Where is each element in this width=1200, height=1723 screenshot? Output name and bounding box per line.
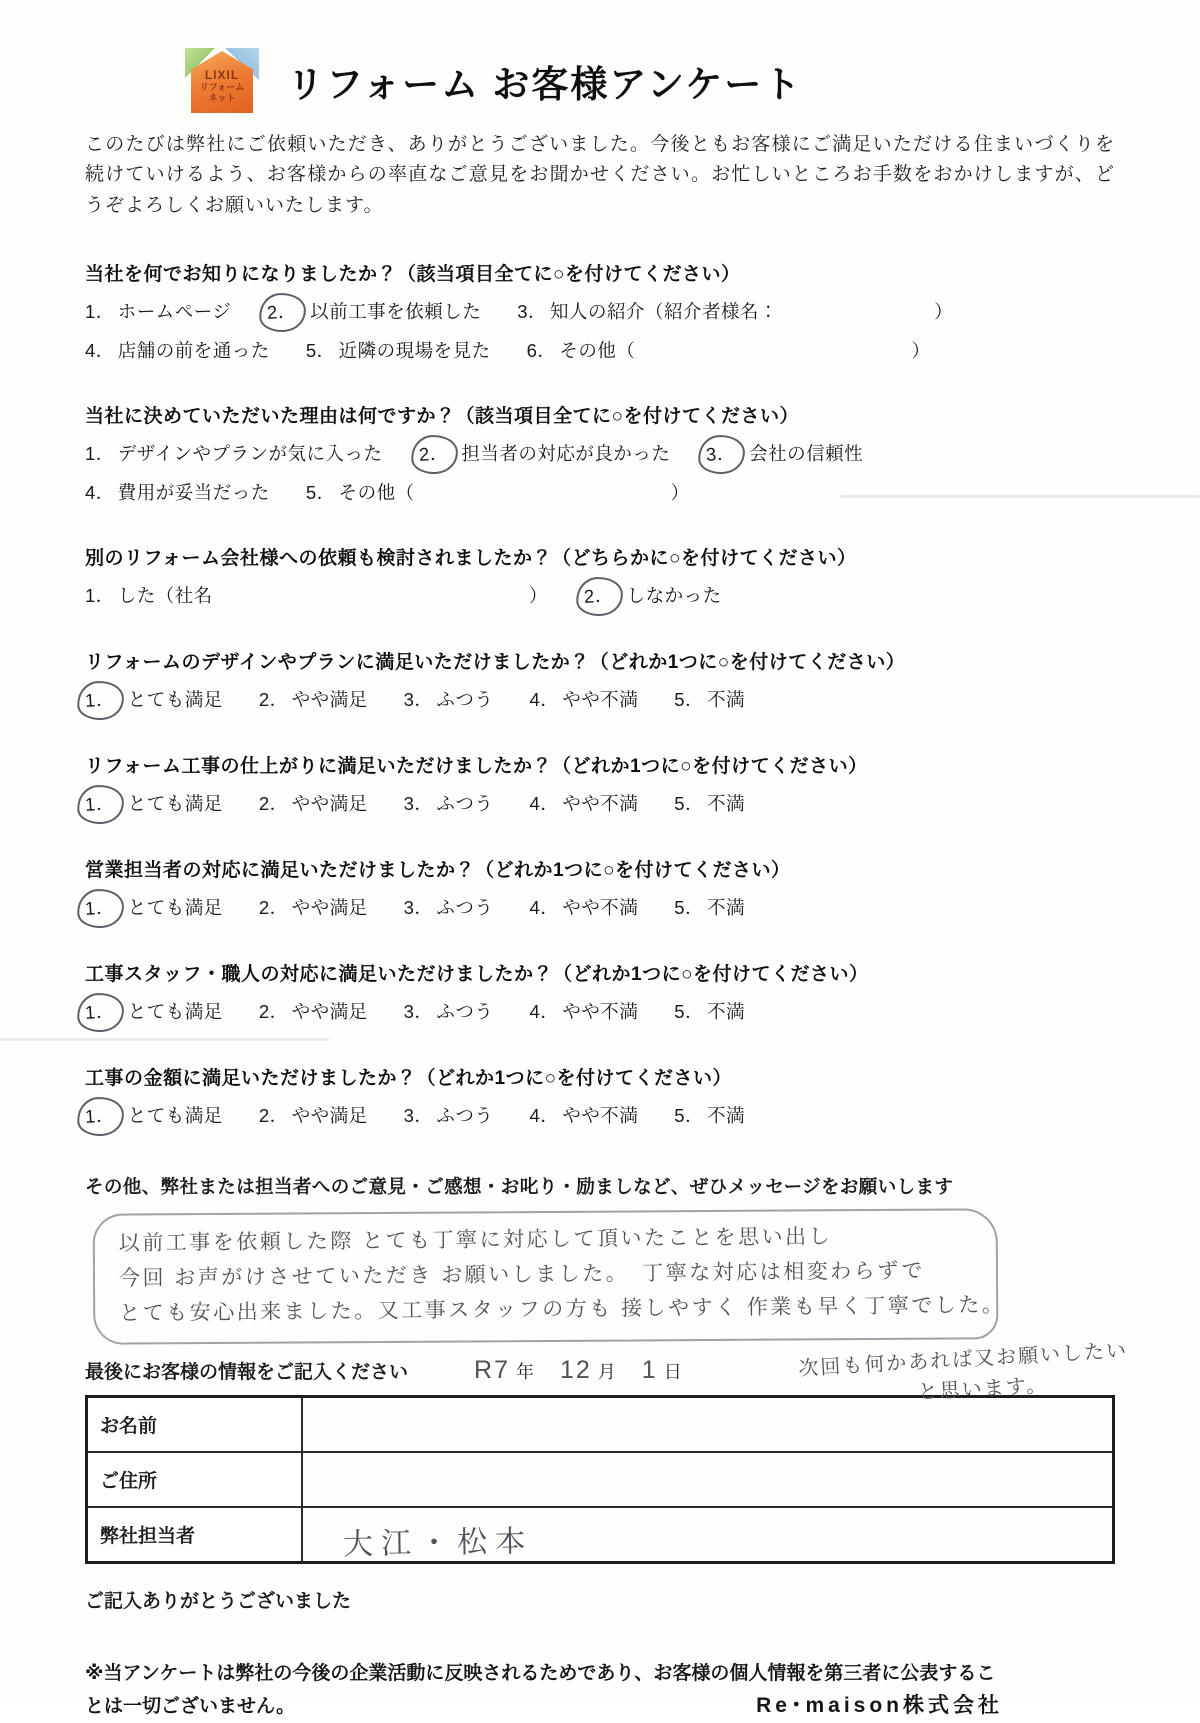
question-6 (85, 855, 1115, 921)
option-number: 5． (674, 1105, 705, 1127)
option (306, 337, 491, 363)
option-label: 知人の紹介（紹介者様名： (550, 301, 779, 323)
paren-text: ） (670, 482, 690, 504)
selected-circle-mark: 1． (76, 680, 125, 722)
option-label: その他（ (559, 340, 636, 362)
handwritten-message-line: とても安心出来ました。又工事スタッフの方も 接しやすく 作業も早く丁寧でした。 (119, 1293, 1006, 1325)
option-label: 不満 (707, 793, 746, 815)
selected-circle-mark: 2． (258, 292, 307, 334)
option-number: 4． (529, 793, 560, 815)
option (584, 582, 722, 609)
handwritten-month: 12 (559, 1355, 592, 1384)
question-options-row (85, 1102, 1115, 1129)
scan-artifact (840, 495, 1200, 498)
option-label: やや満足 (291, 793, 368, 815)
questions (85, 259, 1115, 1129)
option-label: とても満足 (127, 1105, 223, 1127)
option-number: 3． (517, 301, 548, 323)
option-number: 5． (674, 793, 705, 815)
option-number: 2． (258, 1105, 289, 1127)
handwritten-message-box (93, 1208, 1006, 1344)
paren-text: ） (934, 301, 954, 323)
option-label: やや不満 (562, 793, 639, 815)
option (404, 790, 494, 816)
handwritten-side-line: と思います。 (917, 1374, 1049, 1404)
lixil-reform-net-logo (185, 48, 259, 114)
info-heading: 最後にお客様の情報をご記入ください (85, 1361, 409, 1383)
message-heading: その他、弊社または担当者へのご意見・ご感想・お叱り・励ましなど、ぜひメッセージをお願いします (85, 1176, 954, 1198)
option-label: しなかった (626, 585, 722, 607)
option (674, 686, 745, 712)
option-number: 5． (674, 689, 705, 711)
header (85, 0, 1115, 114)
day-unit: 日 (663, 1361, 682, 1382)
page-title: リフォーム お客様アンケート (287, 64, 803, 105)
question-options-row (85, 686, 1115, 713)
question-8 (85, 1063, 1115, 1129)
table-row-label: お名前 (87, 1396, 302, 1452)
option-label: その他（ (338, 482, 415, 504)
question-options-row (85, 479, 1115, 505)
option-label: ふつう (436, 793, 494, 815)
option (259, 894, 368, 920)
paren-text: ） (911, 340, 931, 362)
option-label: やや不満 (562, 1001, 639, 1023)
option (529, 998, 638, 1024)
option (85, 298, 231, 324)
privacy-note-line2: とは一切ございません。 (85, 1696, 296, 1718)
option-number: 4． (85, 340, 115, 362)
option (529, 790, 638, 816)
table-row (87, 1507, 1114, 1563)
question-options-row (85, 998, 1115, 1025)
footer-line2 (85, 1689, 1115, 1723)
option (674, 1102, 745, 1128)
option-number: 2． (258, 1001, 289, 1023)
option (674, 894, 745, 920)
option-number: 1． (85, 585, 115, 607)
option (85, 582, 213, 608)
option-label: した（社名 (117, 585, 213, 607)
option (674, 790, 745, 816)
option-number: 5． (674, 897, 705, 919)
table-row-value: 大江・松本 (301, 1500, 1114, 1570)
question-heading: 当社に決めていただいた理由は何ですか？（該当項目全てに○を付けてください） (85, 406, 799, 428)
option-label: ふつう (436, 897, 494, 919)
option (85, 479, 270, 505)
option-number: 6． (526, 340, 557, 362)
option-label: デザインやプランが気に入った (117, 443, 383, 465)
option (267, 298, 481, 325)
option-label: やや満足 (291, 1105, 368, 1127)
question-heading: 当社を何でお知りになりましたか？（該当項目全てに○を付けてください） (85, 264, 741, 286)
handwritten-message-line: 以前工事を依頼した際 とても丁寧に対応して頂いたことを思い出し (118, 1225, 833, 1256)
option (529, 686, 638, 712)
option-label: 会社の信頼性 (749, 443, 864, 465)
option (85, 998, 223, 1025)
option-number: 3． (403, 793, 434, 815)
question-heading: 工事の金額に満足いただけましたか？（どれか1つに○を付けてください） (85, 1068, 733, 1090)
option-label: 不満 (707, 689, 746, 711)
option-label: ふつう (436, 689, 494, 711)
option (85, 1102, 223, 1129)
option (419, 440, 671, 467)
option (85, 686, 223, 713)
option-label: とても満足 (127, 897, 223, 919)
option-label: やや不満 (562, 1105, 639, 1127)
option-number: 3． (403, 1001, 434, 1023)
message-lines (118, 1221, 1006, 1331)
option-number: 4． (529, 1105, 560, 1127)
question-heading: 別のリフォーム会社様への依頼も検討されましたか？（どちらかに○を付けてください） (85, 548, 857, 570)
thanks-text: ご記入ありがとうございました (85, 1590, 352, 1612)
privacy-note-line1: ※当アンケートは弊社の今後の企業活動に反映されるためであり、お客様の個人情報を第三者に公表するこ (85, 1662, 996, 1684)
option (306, 479, 415, 505)
question-7 (85, 959, 1115, 1025)
option-label: 担当者の対応が良かった (461, 443, 671, 465)
paren-text: ） (528, 585, 548, 607)
selected-circle-mark: 2． (575, 576, 624, 618)
option-number: 1． (85, 301, 115, 323)
table-row-value (302, 1452, 1114, 1507)
option (404, 1102, 494, 1128)
option (85, 337, 270, 363)
option-number: 3． (403, 897, 434, 919)
option-number: 1． (85, 443, 115, 465)
option-label: 店舗の前を通った (117, 340, 270, 362)
date-filled (474, 1356, 708, 1385)
option-number: 2． (258, 897, 289, 919)
logo-text (191, 68, 253, 104)
option (259, 1102, 368, 1128)
option-number: 4． (529, 1001, 560, 1023)
selected-circle-mark: 1． (76, 992, 125, 1034)
question-options-row (85, 440, 1115, 467)
option (259, 790, 368, 816)
question-1 (85, 259, 1115, 363)
option-label: 以前工事を依頼した (310, 301, 482, 323)
option (529, 1102, 638, 1128)
question-heading: 工事スタッフ・職人の対応に満足いただけましたか？（どれか1つに○を付けてください） (85, 964, 869, 986)
question-heading: リフォーム工事の仕上がりに満足いただけましたか？（どれか1つに○を付けてください） (85, 756, 868, 778)
option-label: やや満足 (291, 689, 368, 711)
company-name: Re･maison株式会社 (756, 1694, 1003, 1718)
table-row-label: 弊社担当者 (87, 1507, 302, 1563)
option-label: やや不満 (562, 689, 639, 711)
question-3 (85, 543, 1115, 609)
selected-circle-mark: 2． (409, 434, 458, 476)
info-table-body (87, 1396, 1114, 1562)
option (85, 790, 223, 817)
option-label: とても満足 (127, 793, 223, 815)
option (527, 337, 636, 363)
question-heading: 営業担当者の対応に満足いただけましたか？（どれか1つに○を付けてください） (85, 860, 791, 882)
option (517, 298, 778, 324)
table-row-value (302, 1396, 1114, 1452)
month-unit: 月 (597, 1361, 616, 1382)
footer (85, 1659, 1115, 1723)
option-number: 4． (85, 482, 115, 504)
option-number: 3． (403, 689, 434, 711)
option-number: 5． (305, 482, 336, 504)
option-label: ふつう (436, 1001, 494, 1023)
option-label: やや不満 (562, 897, 639, 919)
customer-info-table (85, 1395, 1115, 1564)
question-options-row (85, 790, 1115, 817)
question-options-row (85, 337, 1115, 363)
selected-circle-mark: 1． (76, 888, 125, 930)
option-label: 不満 (707, 897, 746, 919)
handwritten-day: 1 (641, 1355, 658, 1384)
selected-circle-mark: 1． (76, 784, 125, 826)
option-label: とても満足 (127, 1001, 223, 1023)
option (706, 440, 863, 467)
option-label: 費用が妥当だった (117, 482, 270, 504)
intro-paragraph: このたびは弊社にご依頼いただき、ありがとうございました。今後ともお客様にご満足いただける住まいづくりを続けていけるよう、お客様からの率直なご意見をお聞かせください。お忙しいところお手数をおかけしますが、どうぞよろしくお願いいたします。 (85, 134, 1115, 216)
question-options-row (85, 582, 1115, 609)
logo-sub2: ネット (208, 93, 236, 104)
question-2 (85, 401, 1115, 505)
question-options-row (85, 298, 1115, 325)
option (259, 686, 368, 712)
option-number: 3． (403, 1105, 434, 1127)
option-number: 4． (529, 689, 560, 711)
option (85, 894, 223, 921)
option (529, 894, 638, 920)
question-options-row (85, 894, 1115, 921)
option-label: やや満足 (291, 1001, 368, 1023)
option-label: やや満足 (291, 897, 368, 919)
option-label: ふつう (436, 1105, 494, 1127)
option-number: 2． (258, 793, 289, 815)
option-label: とても満足 (127, 689, 223, 711)
option (85, 440, 383, 466)
question-4 (85, 647, 1115, 713)
scan-artifact (0, 1038, 330, 1041)
option-label: ホームページ (117, 301, 232, 323)
year-unit: 年 (515, 1361, 534, 1382)
option-label: 不満 (707, 1001, 746, 1023)
option-number: 4． (529, 897, 560, 919)
option (404, 686, 494, 712)
table-row-label: ご住所 (87, 1452, 302, 1507)
logo-sub1: リフォーム (199, 82, 245, 93)
selected-circle-mark: 1． (76, 1096, 125, 1138)
option-label: 近隣の現場を見た (338, 340, 491, 362)
table-row (87, 1452, 1114, 1507)
option (259, 998, 368, 1024)
option-label: 不満 (707, 1105, 746, 1127)
selected-circle-mark: 3． (697, 434, 746, 476)
option (674, 998, 745, 1024)
question-5 (85, 751, 1115, 817)
logo-brand: LIXIL (204, 68, 240, 82)
question-heading: リフォームのデザインやプランに満足いただけましたか？（どれか1つに○を付けてください） (85, 652, 906, 674)
option-number: 5． (305, 340, 336, 362)
handwritten-message-line: 今回 お声がけさせていただき お願いしました。 丁寧な対応は相変わらずで (118, 1259, 925, 1291)
option-number: 2． (258, 689, 289, 711)
option (404, 998, 494, 1024)
handwritten-side-line: 次回も何かあれば又お願いしたい (797, 1339, 1129, 1381)
option (404, 894, 494, 920)
handwritten-year: R7 (474, 1355, 510, 1384)
option-number: 5． (674, 1001, 705, 1023)
